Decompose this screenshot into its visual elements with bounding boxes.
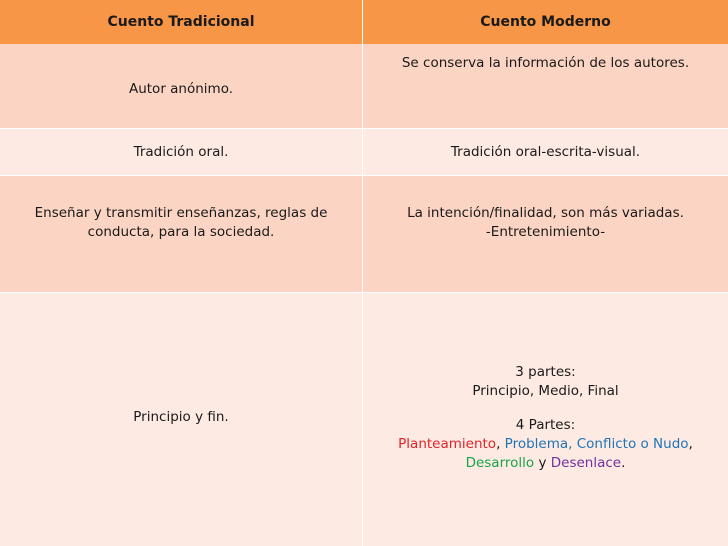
row3-right-cell	[363, 175, 728, 292]
row3-right-line1: La intención/finalidad, son más variadas.	[407, 205, 684, 221]
row3-left-line1: Enseñar y transmitir enseñanzas, reglas de	[34, 205, 328, 221]
row1-left-text: Autor anónimo.	[128, 80, 234, 97]
conflicto-word: Conflicto o Nudo	[576, 435, 689, 452]
four-parts-title: 4 Partes:	[515, 416, 576, 433]
row2-left-text: Tradición oral.	[133, 143, 229, 160]
planteamiento-word: Planteamiento	[398, 435, 497, 452]
desarrollo-word: Desarrollo	[465, 454, 535, 471]
row1-left-cell	[0, 44, 363, 128]
row3-left-line2: conducta, para la sociedad.	[87, 224, 275, 240]
problema-word: Problema,	[504, 435, 573, 452]
three-parts-title: 3 partes:	[515, 363, 576, 380]
four-parts-line2: Desarrollo y Desenlace.	[465, 454, 626, 471]
three-parts-items: Principio, Medio, Final	[472, 382, 619, 399]
row1-right-cell	[363, 44, 728, 128]
row3-left-cell	[0, 175, 363, 292]
row4-left-cell	[0, 292, 363, 546]
row2-right-cell	[363, 128, 728, 175]
desenlace-word: Desenlace	[550, 454, 622, 471]
row2-right-text: Tradición oral-escrita-visual.	[450, 143, 641, 160]
row1-right-text: Se conserva la información de los autores.	[401, 55, 690, 71]
row4-right-cell	[363, 292, 728, 546]
y-word: y	[538, 454, 547, 471]
header-cuento-moderno: Cuento Moderno	[363, 0, 728, 44]
row3-right-line2: -Entretenimiento-	[485, 224, 606, 240]
row4-left-text: Principio y fin.	[133, 409, 229, 425]
header-cuento-tradicional: Cuento Tradicional	[0, 0, 363, 44]
row2-left-cell	[0, 128, 363, 175]
four-parts-line1: Planteamiento, Problema, Conflicto o Nudo,	[398, 435, 693, 452]
